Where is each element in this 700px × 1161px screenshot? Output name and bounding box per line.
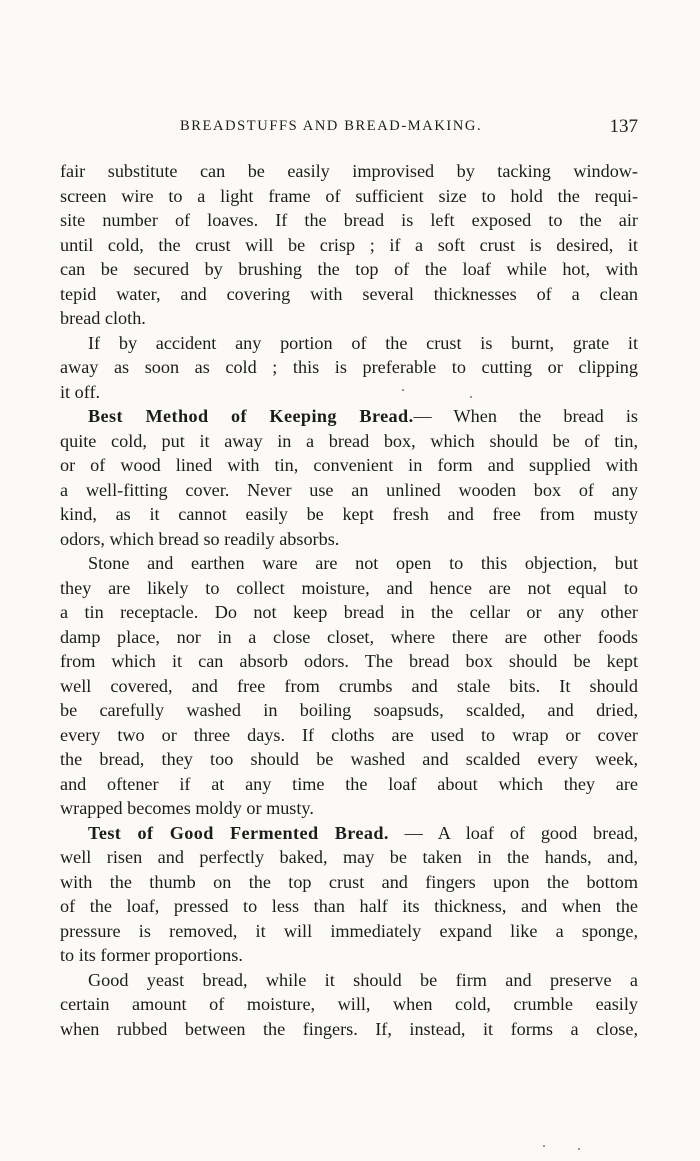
text-line: they are likely to collect moisture, and hence are not equal to (60, 577, 638, 598)
text-line: it off. (60, 381, 101, 402)
section-heading: Test of Good Fermented Bread. (88, 822, 389, 843)
text-line: wrapped becomes moldy or musty. (60, 798, 314, 818)
text-line: tepid water, and covering with several thicknesses of a clean (60, 283, 638, 304)
running-title: BREADSTUFFS AND BREAD-MAKING. (180, 118, 483, 134)
page-number: 137 (609, 116, 638, 137)
text-line: and oftener if at any time the loaf about which they are (60, 773, 638, 794)
text-line: with the thumb on the top crust and fingers upon the bottom (60, 871, 638, 892)
text-line: bread cloth. (60, 308, 146, 328)
text-line: Stone and earthen ware are not open to this objection, but (88, 553, 638, 573)
speck-mark (470, 396, 472, 398)
speck-mark (402, 389, 404, 391)
text-line: the bread, they too should be washed and scalded every week, (60, 749, 638, 769)
text-line: well risen and perfectly baked, may be taken in the hands, and, (60, 847, 638, 867)
text-line: a well-fitting cover. Never use an unlined wooden box of any (60, 479, 638, 500)
text-line: every two or three days. If cloths are used to wrap or cover (60, 724, 638, 745)
text-line: well covered, and free from crumbs and stale bits. It should (60, 675, 638, 696)
speck-mark (543, 1145, 545, 1147)
text-run: — A loaf of good bread, (388, 822, 638, 843)
text-line: certain amount of moisture, will, when cold, crumble easily (60, 994, 638, 1014)
text-line: fair substitute can be easily improvised by tacking window- (60, 161, 638, 181)
text-line: a tin receptacle. Do not keep bread in the cellar or any other (60, 602, 638, 622)
section-paragraph (60, 404, 638, 551)
text-line: away as soon as cold ; this is preferable to cutting or clipping (60, 357, 638, 377)
text-line (60, 404, 638, 429)
text-line: kind, as it cannot easily be kept fresh and free from musty (60, 504, 638, 524)
text-line: when rubbed between the fingers. If, instead, it forms a close, (60, 1018, 638, 1039)
text-line: If by accident any portion of the crust is burnt, grate it (88, 332, 638, 353)
text-line: screen wire to a light frame of sufficient size to hold the requi- (60, 185, 638, 206)
section-heading: Best Method of Keeping Bread. (88, 406, 414, 426)
text-line: site number of loaves. If the bread is left exposed to the air (60, 210, 638, 230)
text-line: Good yeast bread, while it should be firm and preserve a (88, 969, 638, 990)
text-line: until cold, the crust will be crisp ; if a soft crust is desired, it (60, 234, 638, 255)
text-line: from which it can absorb odors. The bread box should be kept (60, 651, 638, 671)
text-line: or of wood lined with tin, convenient in form and supplied with (60, 455, 638, 475)
page-header (60, 116, 638, 142)
section-paragraph (60, 821, 638, 968)
text-line: odors, which bread so readily absorbs. (60, 528, 340, 549)
paragraph (60, 159, 638, 331)
text-line: to its former proportions. (60, 945, 243, 965)
text-line (60, 821, 638, 846)
text-line: damp place, nor in a close closet, where there are other foods (60, 626, 638, 647)
text-line: can be secured by brushing the top of the loaf while hot, with (60, 259, 638, 279)
text-run: — When the bread is (413, 406, 638, 426)
text-line: be carefully washed in boiling soapsuds, scalded, and dried, (60, 700, 638, 720)
paragraph (60, 331, 638, 405)
speck-mark (578, 1148, 580, 1150)
paragraph (60, 551, 638, 821)
text-line: quite cold, put it away in a bread box, which should be of tin, (60, 430, 638, 451)
text-line: of the loaf, pressed to less than half its thickness, and when the (60, 896, 638, 916)
page-body (60, 159, 638, 1041)
paragraph (60, 968, 638, 1042)
text-line: pressure is removed, it will immediately expand like a sponge, (60, 920, 638, 941)
